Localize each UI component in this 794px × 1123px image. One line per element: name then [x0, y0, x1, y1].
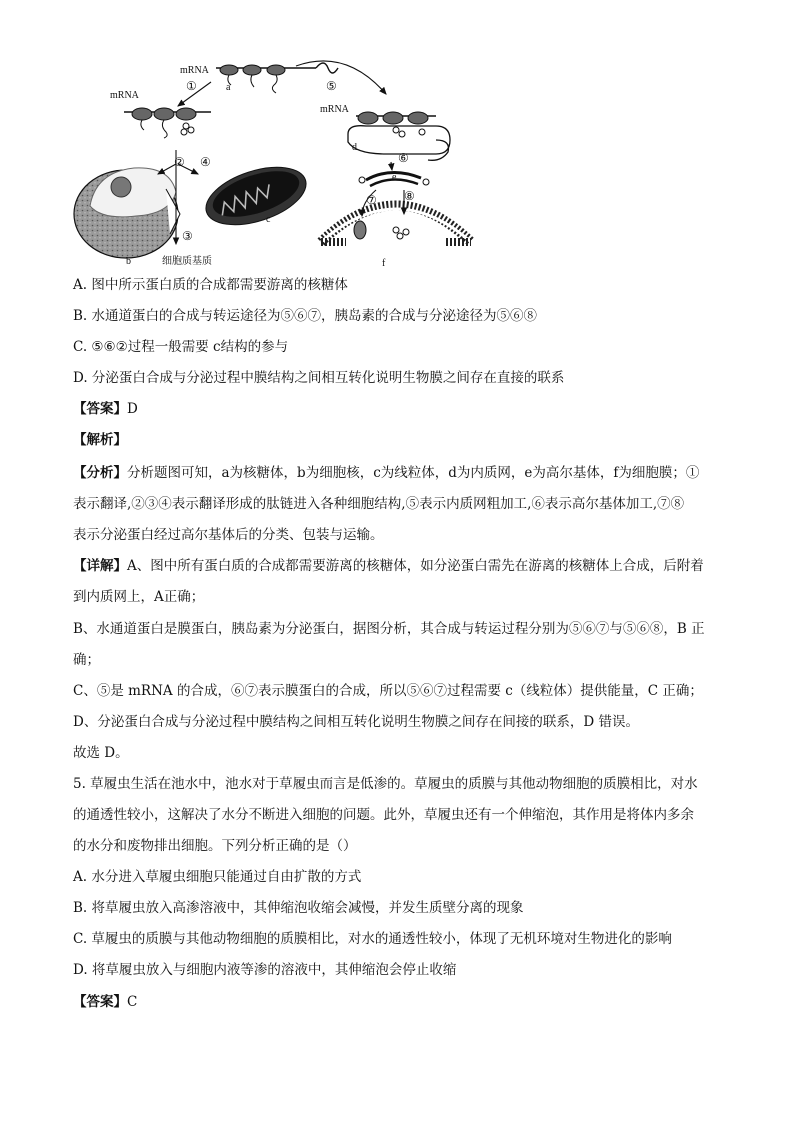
step-5: ⑤	[326, 79, 337, 93]
step-2: ②	[174, 155, 185, 169]
detail-line-5: C、⑤是 mRNA 的合成，⑥⑦表示膜蛋白的合成，所以⑤⑥⑦过程需要 c（线粒体）提供能量，C 正确；	[73, 683, 703, 699]
mrna-label-left: mRNA	[110, 90, 139, 101]
answer-5-value: C	[127, 994, 138, 1010]
protein-synthesis-diagram	[66, 54, 486, 268]
step-8: ⑧	[404, 189, 415, 203]
ribosomes-a	[216, 63, 338, 93]
analysis-label: 【分析】	[73, 465, 127, 481]
analysis-tag: 【解析】	[73, 432, 127, 448]
q4-option-a: A. 图中所示蛋白质的合成都需要游离的核糖体	[73, 277, 348, 293]
answer-5	[73, 993, 137, 1011]
detail-line-6: D、分泌蛋白合成与分泌过程中膜结构之间相互转化说明生物膜之间存在间接的联系，D 错误。	[73, 714, 639, 730]
ribosomes-free	[124, 108, 211, 138]
answer-4	[73, 400, 138, 418]
q5-option-b: B. 将草履虫放入高渗溶液中，其伸缩泡收缩会减慢，并发生质壁分离的现象	[73, 900, 524, 916]
step-3: ③	[182, 229, 193, 243]
nucleus-b	[74, 168, 180, 258]
detail-line-3: B、水通道蛋白是膜蛋白，胰岛素为分泌蛋白，据图分析，其合成与转运过程分别为⑤⑥⑦与⑤⑥⑧，B 正	[73, 621, 705, 637]
q5-stem-3: 的水分和废物排出细胞。下列分析正确的是（）	[73, 838, 357, 854]
label-c: c	[266, 214, 271, 225]
answer-tag: 【答案】	[73, 401, 127, 417]
mrna-label-top: mRNA	[180, 65, 209, 76]
detail-label: 【详解】	[73, 558, 127, 574]
label-b: b	[126, 256, 131, 267]
analysis-text-1: 分析题图可知，a为核糖体，b为细胞核，c为线粒体，d为内质网，e为高尔基体，f为细胞膜；①	[127, 465, 700, 481]
q4-option-b: B. 水通道蛋白的合成与转运途径为⑤⑥⑦，胰岛素的合成与分泌途径为⑤⑥⑧	[73, 308, 538, 324]
label-e: e	[392, 172, 397, 183]
step-4: ④	[200, 155, 211, 169]
q4-option-d: D. 分泌蛋白合成与分泌过程中膜结构之间相互转化说明生物膜之间存在直接的联系	[73, 370, 565, 386]
answer-5-tag: 【答案】	[73, 994, 127, 1010]
label-a: a	[226, 82, 231, 93]
label-d: d	[352, 142, 357, 153]
detail-line-2: 到内质网上，A正确；	[73, 589, 205, 605]
label-f: f	[382, 258, 386, 268]
q4-option-c: C. ⑤⑥②过程一般需要 c结构的参与	[73, 339, 289, 355]
mitochondrion-c	[199, 156, 313, 236]
step-7: ⑦	[366, 193, 377, 207]
answer-4-value: D	[127, 401, 138, 417]
step-6: ⑥	[398, 151, 409, 165]
detail-line-7: 故选 D。	[73, 745, 129, 761]
detail-text-1: A、图中所有蛋白质的合成都需要游离的核糖体，如分泌蛋白需先在游离的核糖体上合成，后附着	[127, 558, 704, 574]
analysis-line-2: 表示翻译,②③④表示翻译形成的肽链进入各种细胞结构,⑤表示内质网粗加工,⑥表示高尔基体加工,⑦⑧	[73, 496, 685, 512]
q5-option-d: D. 将草履虫放入与细胞内液等渗的溶液中，其伸缩泡会停止收缩	[73, 962, 457, 978]
q5-option-a: A. 水分进入草履虫细胞只能通过自由扩散的方式	[73, 869, 362, 885]
analysis-line-1	[73, 464, 699, 482]
mrna-label-right: mRNA	[320, 104, 349, 115]
detail-line-1	[73, 557, 704, 575]
analysis-line-3: 表示分泌蛋白经过高尔基体后的分类、包装与运输。	[73, 527, 384, 543]
step-1: ①	[186, 79, 197, 93]
q5-stem-1: 5. 草履虫生活在池水中，池水对于草履虫而言是低渗的。草履虫的质膜与其他动物细胞的质膜相比，对水	[73, 776, 698, 792]
q5-option-c: C. 草履虫的质膜与其他动物细胞的质膜相比，对水的通透性较小，体现了无机环境对生物进化的影响	[73, 931, 672, 947]
analysis-heading	[73, 431, 127, 449]
q5-stem-2: 的通透性较小，这解决了水分不断进入细胞的问题。此外，草履虫还有一个伸缩泡，其作用是将体内多余	[73, 807, 694, 823]
cell-membrane-f	[321, 206, 471, 243]
detail-line-4: 确；	[73, 652, 100, 668]
cytoplasm-label: 细胞质基质	[162, 256, 212, 267]
